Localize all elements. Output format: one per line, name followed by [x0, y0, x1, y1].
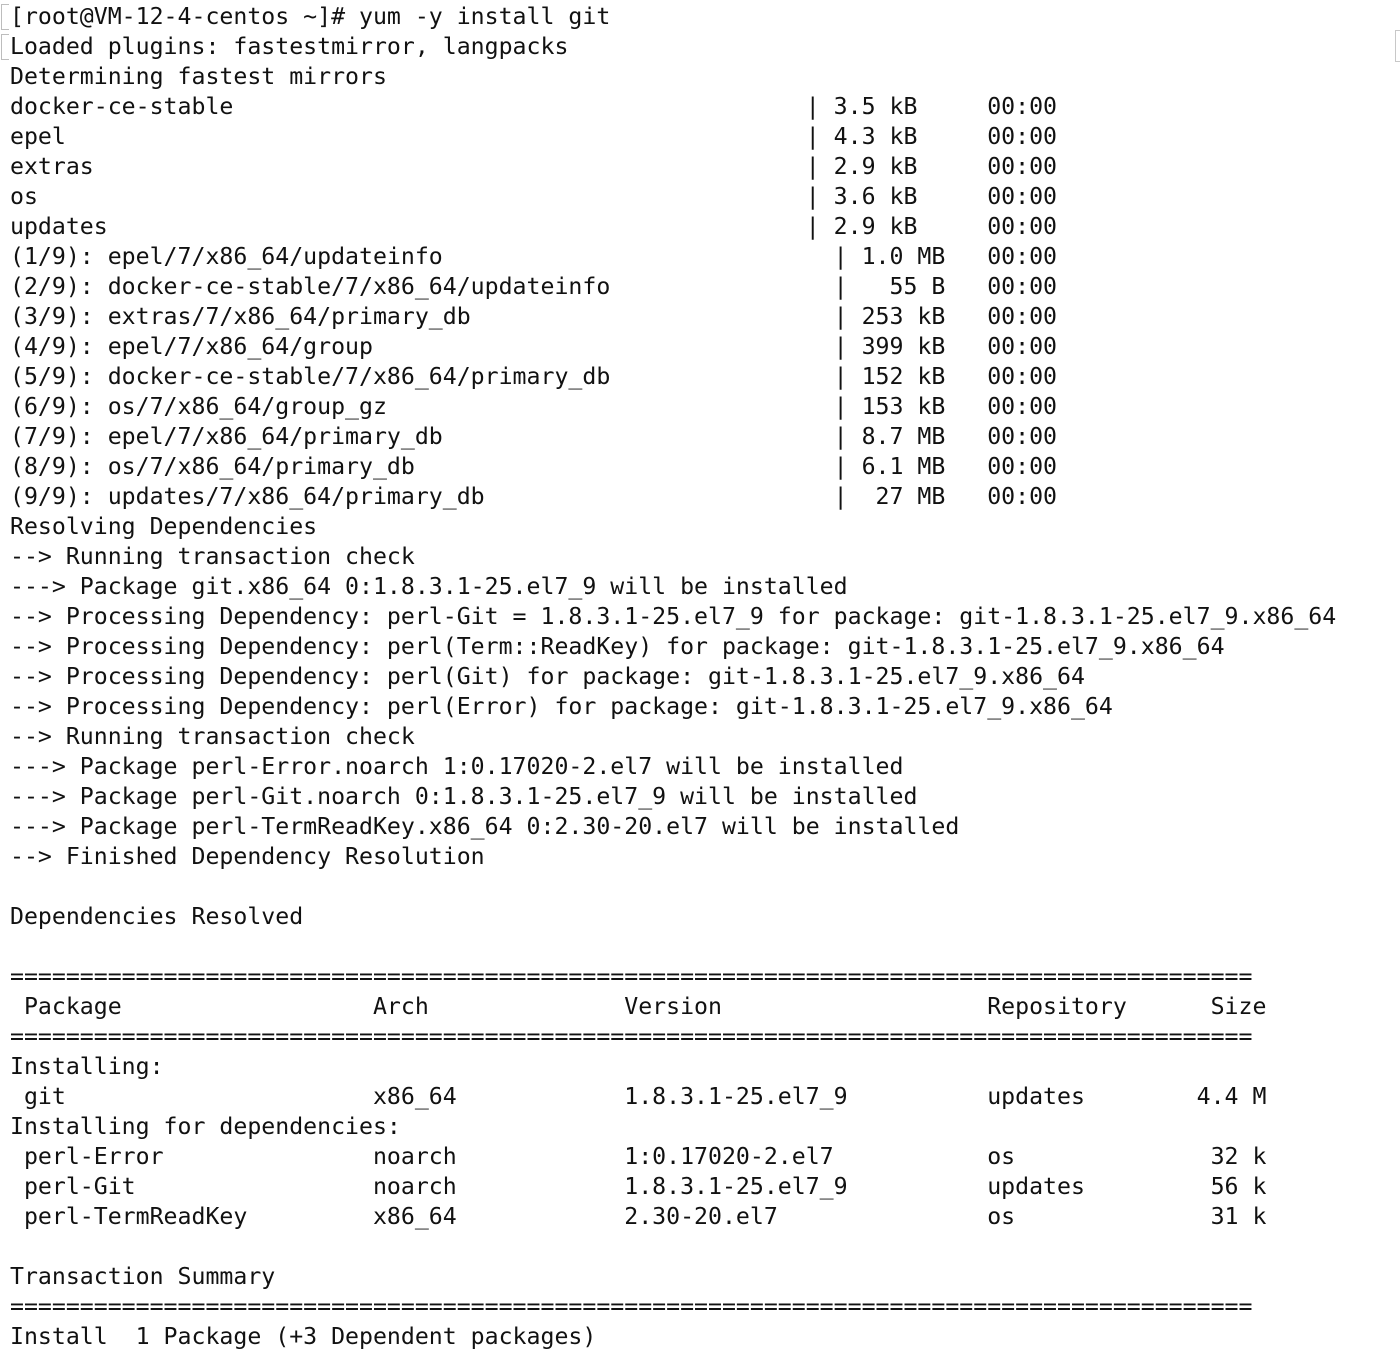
line-marker: [1, 34, 9, 60]
terminal-line: extras | 2.9 kB 00:00: [10, 153, 1058, 180]
terminal-line: [10, 932, 1336, 962]
terminal-line: Installing for dependencies:: [10, 1113, 401, 1140]
terminal-line: (5/9): docker-ce-stable/7/x86_64/primary_db | 152 kB 00:00: [10, 363, 1058, 390]
terminal-line: Transaction Summary: [10, 1263, 276, 1290]
terminal-line: (6/9): os/7/x86_64/group_gz | 153 kB 00:00: [10, 393, 1058, 420]
terminal-line: perl-Error noarch 1:0.17020-2.el7 os 32 k: [10, 1143, 1267, 1170]
terminal-line: os | 3.6 kB 00:00: [10, 183, 1058, 210]
terminal-line: epel | 4.3 kB 00:00: [10, 123, 1058, 150]
line-marker: [1, 4, 9, 30]
terminal-line: =========================================================================================: [10, 963, 1253, 990]
terminal-line: --> Processing Dependency: perl-Git = 1.8.3.1-25.el7_9 for package: git-1.8.3.1-25.el7_9.x86_64: [10, 603, 1337, 630]
terminal-line: Installing:: [10, 1053, 164, 1080]
terminal-line: updates | 2.9 kB 00:00: [10, 213, 1058, 240]
terminal-output: [10, 2, 1336, 1352]
terminal-line: ---> Package perl-Error.noarch 1:0.17020-2.el7 will be installed: [10, 753, 904, 780]
terminal-line: =========================================================================================: [10, 1293, 1253, 1320]
terminal-line: (7/9): epel/7/x86_64/primary_db | 8.7 MB 00:00: [10, 423, 1058, 450]
terminal-line: --> Processing Dependency: perl(Term::ReadKey) for package: git-1.8.3.1-25.el7_9.x86_64: [10, 633, 1225, 660]
terminal-line: Install 1 Package (+3 Dependent packages): [10, 1323, 597, 1350]
terminal-line: [root@VM-12-4-centos ~]# yum -y install git: [10, 3, 611, 30]
terminal-line: ---> Package perl-TermReadKey.x86_64 0:2.30-20.el7 will be installed: [10, 813, 960, 840]
terminal-line: --> Processing Dependency: perl(Git) for package: git-1.8.3.1-25.el7_9.x86_64: [10, 663, 1085, 690]
scroll-indicator[interactable]: [1395, 30, 1400, 62]
terminal-line: perl-Git noarch 1.8.3.1-25.el7_9 updates 56 k: [10, 1173, 1267, 1200]
terminal-line: Package Arch Version Repository Size: [10, 993, 1267, 1020]
terminal-line: =========================================================================================: [10, 1023, 1253, 1050]
terminal-line: git x86_64 1.8.3.1-25.el7_9 updates 4.4 M: [10, 1083, 1267, 1110]
terminal-line: docker-ce-stable | 3.5 kB 00:00: [10, 93, 1058, 120]
terminal-line: (2/9): docker-ce-stable/7/x86_64/updateinfo | 55 B 00:00: [10, 273, 1058, 300]
terminal-line: Loaded plugins: fastestmirror, langpacks: [10, 33, 569, 60]
terminal-line: --> Finished Dependency Resolution: [10, 843, 485, 870]
terminal-line: --> Processing Dependency: perl(Error) for package: git-1.8.3.1-25.el7_9.x86_64: [10, 693, 1113, 720]
terminal-line: Determining fastest mirrors: [10, 63, 387, 90]
terminal-line: --> Running transaction check: [10, 543, 415, 570]
terminal-line: ---> Package git.x86_64 0:1.8.3.1-25.el7_9 will be installed: [10, 573, 848, 600]
terminal-line: Dependencies Resolved: [10, 903, 304, 930]
terminal-line: (3/9): extras/7/x86_64/primary_db | 253 kB 00:00: [10, 303, 1058, 330]
terminal-line: [10, 872, 1336, 902]
terminal-line: (1/9): epel/7/x86_64/updateinfo | 1.0 MB 00:00: [10, 243, 1058, 270]
terminal-line: Resolving Dependencies: [10, 513, 318, 540]
terminal-line: --> Running transaction check: [10, 723, 415, 750]
terminal-line: [10, 1232, 1336, 1262]
terminal-line: (9/9): updates/7/x86_64/primary_db | 27 MB 00:00: [10, 483, 1058, 510]
terminal-line: (8/9): os/7/x86_64/primary_db | 6.1 MB 00:00: [10, 453, 1058, 480]
terminal-line: ---> Package perl-Git.noarch 0:1.8.3.1-25.el7_9 will be installed: [10, 783, 918, 810]
terminal-line: (4/9): epel/7/x86_64/group | 399 kB 00:00: [10, 333, 1058, 360]
terminal-line: perl-TermReadKey x86_64 2.30-20.el7 os 31 k: [10, 1203, 1267, 1230]
